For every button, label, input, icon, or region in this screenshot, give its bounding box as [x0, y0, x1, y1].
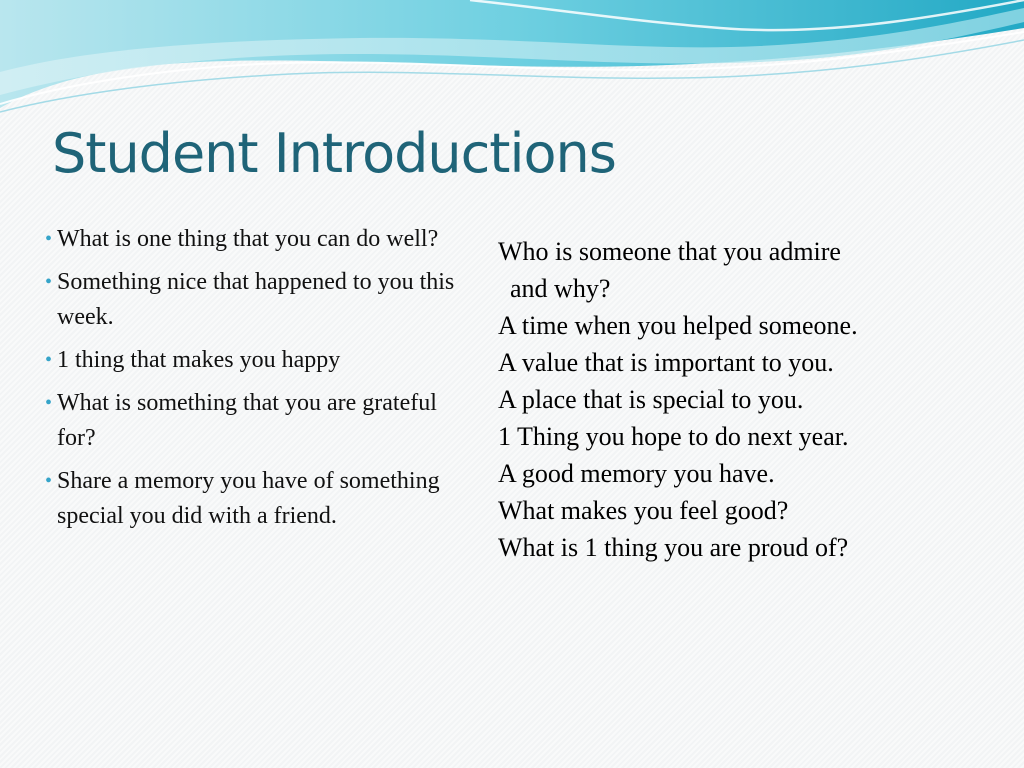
list-item-text: 1 thing that makes you happy — [57, 347, 341, 373]
prompt-line: A good memory you have. — [498, 459, 775, 488]
prompt-line: A time when you helped someone. — [498, 311, 858, 340]
list-item-text: What is one thing that you can do well? — [57, 226, 439, 252]
prompt-line: A value that is important to you. — [498, 348, 834, 377]
list-item — [44, 343, 474, 378]
prompt-line: What makes you feel good? — [498, 496, 789, 525]
bullet-icon: • — [45, 470, 53, 492]
prompt-line: and why? — [510, 274, 611, 303]
list-item — [44, 265, 474, 335]
bullet-icon: • — [45, 349, 53, 371]
bullet-icon: • — [45, 271, 53, 293]
prompt-line: A place that is special to you. — [498, 385, 804, 414]
list-item-text: What is something that you are grateful for? — [57, 390, 437, 451]
list-item-text: Something nice that happened to you this week. — [57, 269, 455, 330]
prompt-line: 1 Thing you hope to do next year. — [498, 422, 849, 451]
bullet-icon: • — [45, 228, 53, 250]
wave-banner — [0, 0, 1024, 120]
prompt-line: What is 1 thing you are proud of? — [498, 533, 849, 562]
right-prompts — [498, 233, 1003, 566]
list-item — [44, 464, 474, 534]
list-item-text: Share a memory you have of something special you did with a friend. — [57, 468, 440, 529]
prompt-line: Who is someone that you admire — [498, 237, 841, 266]
left-bullet-list — [44, 222, 474, 542]
list-item — [44, 386, 474, 456]
bullet-icon: • — [45, 392, 53, 414]
slide-title: Student Introductions — [52, 122, 616, 185]
list-item — [44, 222, 474, 257]
